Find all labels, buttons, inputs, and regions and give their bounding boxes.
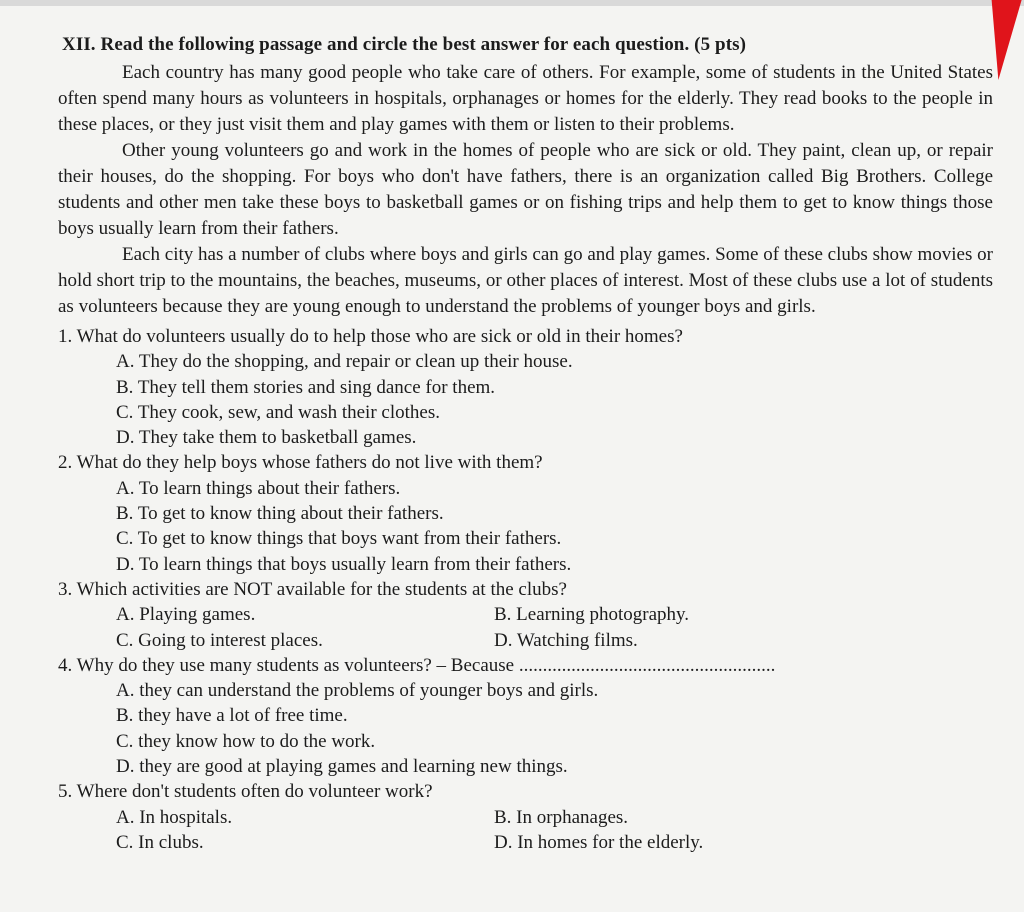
answer-option[interactable]: A. In hospitals. xyxy=(116,806,233,828)
answer-options xyxy=(116,476,993,577)
question: 2. What do they help boys whose fathers do not live with them? xyxy=(58,452,543,474)
option-row xyxy=(116,602,993,627)
answer-option[interactable]: C. In clubs. xyxy=(116,831,204,853)
answer-option[interactable]: A. To learn things about their fathers. xyxy=(116,477,401,499)
answer-option[interactable]: B. In orphanages. xyxy=(494,806,629,828)
answer-option[interactable]: B. They tell them stories and sing dance for them. xyxy=(116,376,496,398)
answer-option[interactable]: C. They cook, sew, and wash their clothes. xyxy=(116,401,440,423)
answer-option[interactable]: D. In homes for the elderly. xyxy=(494,831,704,853)
option-row xyxy=(116,830,993,855)
answer-option[interactable]: C. they know how to do the work. xyxy=(116,730,376,752)
answer-option[interactable]: A. Playing games. xyxy=(116,604,256,626)
answer-option[interactable]: D. Watching films. xyxy=(494,629,638,651)
option-row xyxy=(116,628,993,653)
passage-paragraph: Other young volunteers go and work in the homes of people who are sick or old. They paint, clean up, or repair their houses, do the shopping. For boys who don't have fathers, there is an organization called Big Brothers. College students and other men take these boys to basketball games or on fishing trips and help them to get to know things those boys usually learn from their fathers. xyxy=(58,140,993,239)
question: 4. Why do they use many students as volunteers? – Because ...................................................... xyxy=(58,654,776,676)
answer-option[interactable]: D. they are good at playing games and learning new things. xyxy=(116,756,568,778)
question: 3. Which activities are NOT available for the students at the clubs? xyxy=(58,578,567,600)
question: 5. Where don't students often do volunteer work? xyxy=(58,781,433,803)
question: 1. What do volunteers usually do to help those who are sick or old in their homes? xyxy=(58,326,683,347)
answer-option[interactable]: B. they have a lot of free time. xyxy=(116,705,348,727)
answer-options xyxy=(116,678,993,779)
answer-option[interactable]: D. To learn things that boys usually learn from their fathers. xyxy=(116,553,572,575)
answer-options xyxy=(116,349,993,450)
top-border xyxy=(0,0,1024,6)
answer-option[interactable]: B. Learning photography. xyxy=(494,604,690,626)
answer-options xyxy=(116,805,993,856)
reading-passage xyxy=(58,60,993,320)
answer-option[interactable]: A. they can understand the problems of younger boys and girls. xyxy=(116,680,599,702)
answer-option[interactable]: B. To get to know thing about their fathers. xyxy=(116,503,444,525)
question-list xyxy=(58,324,993,855)
worksheet xyxy=(58,34,993,855)
passage-paragraph: Each country has many good people who take care of others. For example, some of students in the United States often spend many hours as volunteers in hospitals, orphanages or homes for the elderly. They read books to the people in these places, or they just visit them and play games with them or listen to their problems. xyxy=(58,62,993,135)
answer-options xyxy=(116,602,993,653)
passage-paragraph: Each city has a number of clubs where boys and girls can go and play games. Some of these clubs show movies or hold short trip to the mountains, the beaches, museums, or other places of interest. Most of these clubs use a lot of students as volunteers because they are young enough to understand the problems of younger boys and girls. xyxy=(58,244,993,317)
option-row xyxy=(116,805,993,830)
section-heading: XII. Read the following passage and circle the best answer for each question. (5 pts) xyxy=(62,34,747,55)
answer-option[interactable]: C. To get to know things that boys want from their fathers. xyxy=(116,528,562,550)
answer-option[interactable]: D. They take them to basketball games. xyxy=(116,427,417,449)
answer-option[interactable]: A. They do the shopping, and repair or clean up their house. xyxy=(116,351,573,373)
answer-option[interactable]: C. Going to interest places. xyxy=(116,629,323,651)
